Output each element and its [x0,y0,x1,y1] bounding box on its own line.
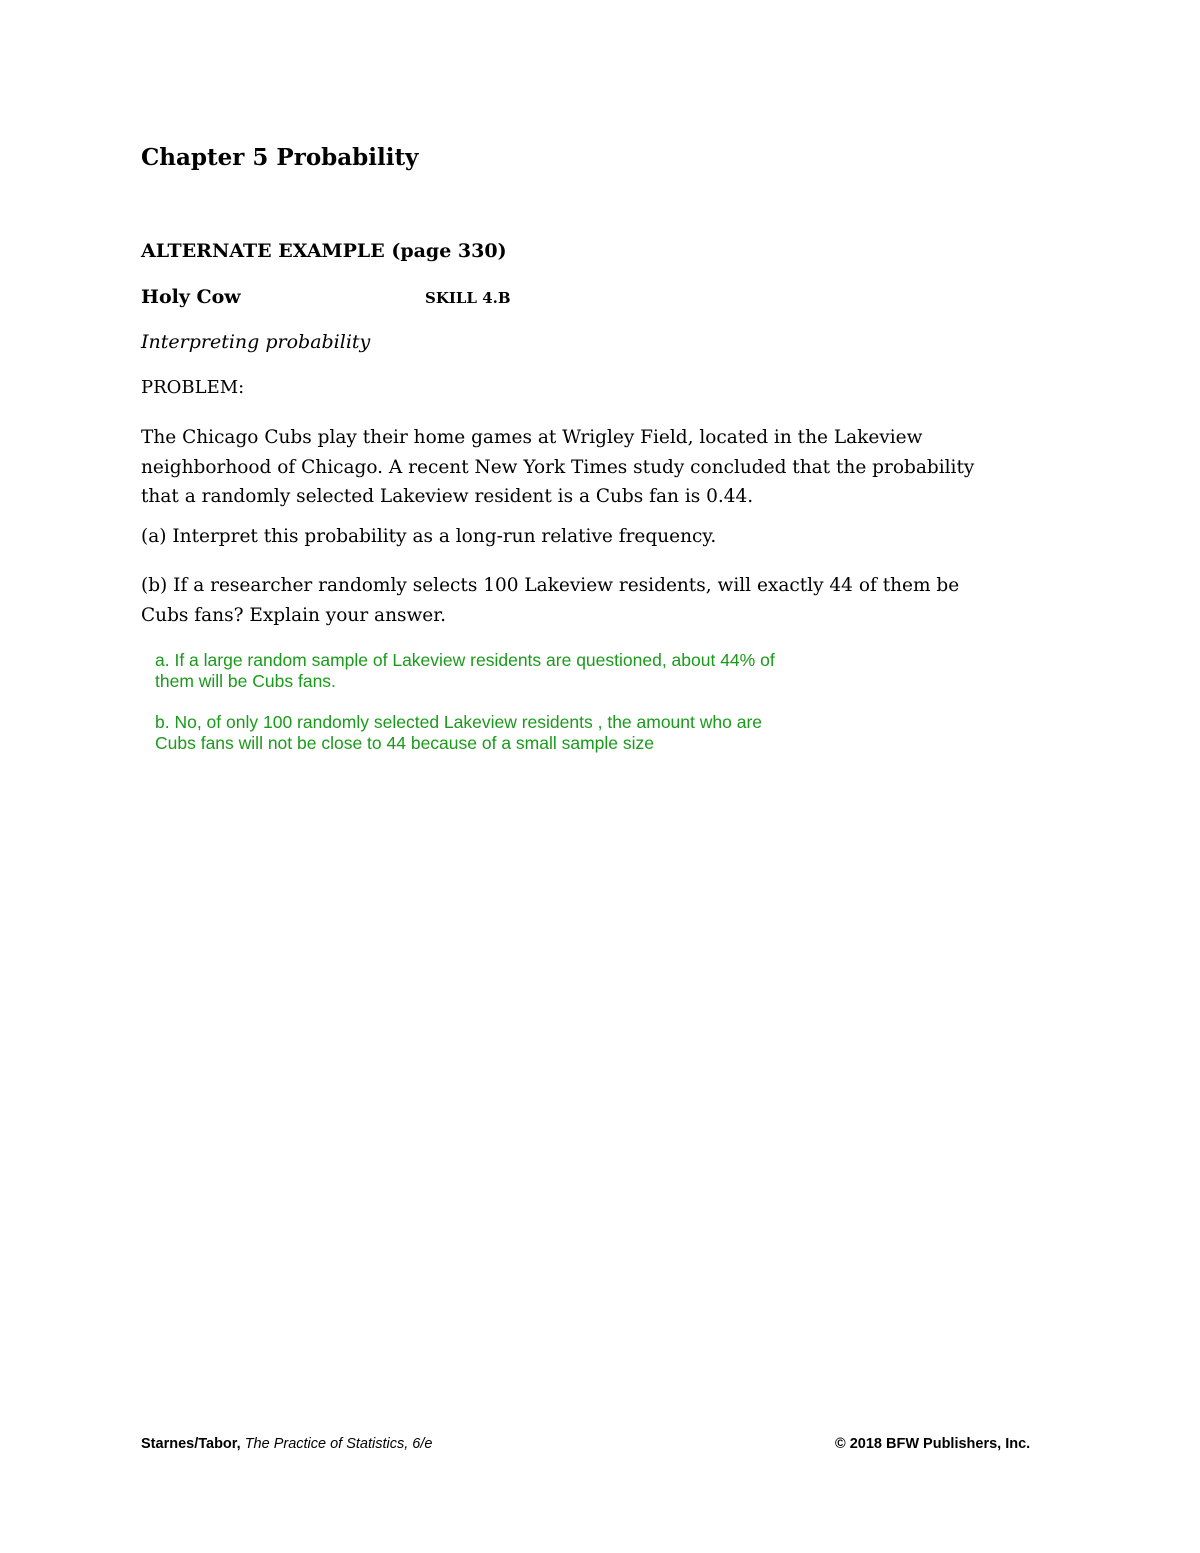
footer-copyright: © 2018 BFW Publishers, Inc. [835,1436,1031,1452]
problem-line: neighborhood of Chicago. A recent New York Times study concluded that the probability [141,456,975,478]
answer-b-line: Cubs fans will not be close to 44 because of a small sample size [155,733,655,753]
skill-label: SKILL 4.B [425,289,511,307]
topic-label: Interpreting probability [141,331,371,353]
problem-label: PROBLEM: [141,377,245,398]
footer-authors: Starnes/Tabor, [141,1436,241,1452]
answer-b [155,712,762,754]
answer-a [155,650,775,692]
answer-a-line: a. If a large random sample of Lakeview residents are questioned, about 44% of [155,650,775,670]
problem-line: that a randomly selected Lakeview resident is a Cubs fan is 0.44. [141,486,754,507]
example-name: Holy Cow [141,286,241,308]
footer-book-title: The Practice of Statistics, 6/e [244,1436,433,1452]
chapter-title: Chapter 5 Probability [141,144,419,171]
problem-line: The Chicago Cubs play their home games at Wrigley Field, located in the Lakeview [141,427,923,448]
question-b-line: Cubs fans? Explain your answer. [141,604,446,626]
footer-citation [141,1436,432,1452]
question-b-line: (b) If a researcher randomly selects 100 Lakeview residents, will exactly 44 of them be [141,575,960,596]
problem-text [141,423,1061,512]
question-a: (a) Interpret this probability as a long-run relative frequency. [141,526,717,547]
question-b [141,571,959,630]
example-heading: ALTERNATE EXAMPLE (page 330) [141,240,507,262]
answer-b-line: b. No, of only 100 randomly selected Lakeview residents , the amount who are [155,712,763,732]
answer-a-line: them will be Cubs fans. [155,671,336,691]
